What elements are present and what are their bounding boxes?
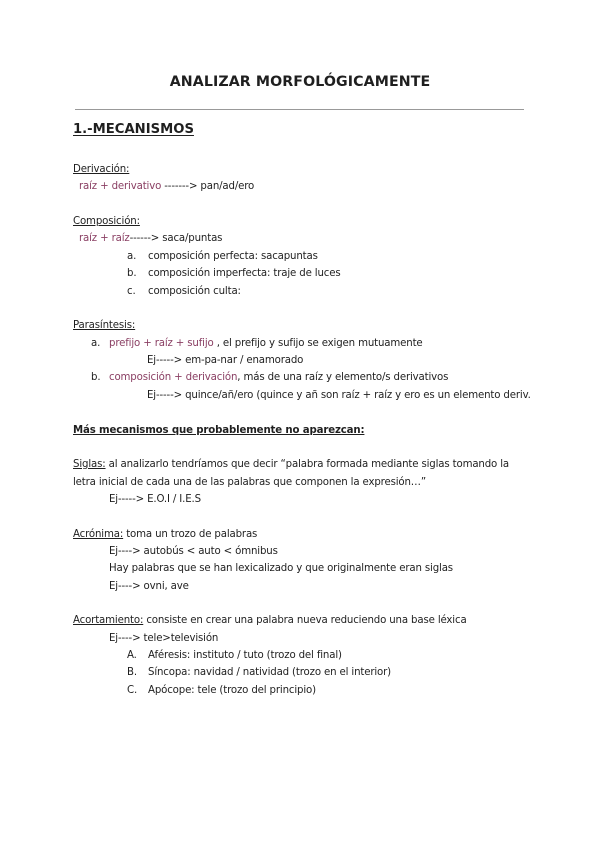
- list-item: [127, 649, 342, 662]
- derivacion-formula: raíz + derivativo: [79, 181, 162, 192]
- siglas-paragraph: [73, 458, 509, 471]
- parasintesis-formula: composición + derivación: [109, 372, 238, 383]
- list-item: [91, 371, 448, 384]
- siglas-text-cont: letra inicial de cada una de las palabras que componen la expresión…”: [73, 477, 426, 488]
- list-item: [127, 666, 391, 679]
- acortamiento-example: Ej----> tele>televisión: [109, 633, 219, 644]
- acronimo-note: Hay palabras que se han lexicalizado y que originalmente eran siglas: [109, 563, 453, 574]
- acronimo-text: toma un trozo de palabras: [123, 529, 258, 540]
- composicion-line: [79, 232, 222, 245]
- siglas-example: Ej-----> E.O.I / I.E.S: [109, 494, 201, 505]
- list-item-text: composición culta:: [148, 286, 241, 297]
- composicion-example: ------> saca/puntas: [129, 233, 223, 244]
- acortamiento-text: consiste en crear una palabra nueva reduciendo una base léxica: [143, 615, 467, 626]
- parasintesis-example: Ej-----> em-pa-nar / enamorado: [147, 355, 304, 366]
- derivacion-line: [79, 180, 254, 193]
- acronimo-paragraph: [73, 528, 257, 541]
- parasintesis-label: Parasíntesis:: [73, 320, 136, 331]
- section-heading-mas-mecanismos: Más mecanismos que probablemente no aparezcan:: [73, 425, 365, 436]
- list-item: [127, 267, 341, 280]
- list-item: [127, 250, 318, 263]
- list-item-text: , el prefijo y sufijo se exigen mutuamente: [213, 338, 423, 349]
- derivacion-example: -------> pan/ad/ero: [161, 181, 255, 192]
- list-item-text: Síncopa: navidad / natividad (trozo en el interior): [148, 667, 392, 678]
- section-heading-mecanismos: 1.-MECANISMOS: [73, 122, 194, 137]
- acortamiento-label: Acortamiento:: [73, 615, 144, 626]
- list-marker: B.: [127, 667, 137, 678]
- list-item-text: composición perfecta: sacapuntas: [148, 251, 318, 262]
- acronimo-example: Ej----> autobús < auto < ómnibus: [109, 546, 278, 557]
- list-marker: A.: [127, 650, 137, 661]
- list-item-text: Apócope: tele (trozo del principio): [148, 685, 316, 696]
- derivacion-label: Derivación:: [73, 164, 130, 175]
- composicion-formula: raíz + raíz: [79, 233, 130, 244]
- list-marker: b.: [91, 372, 101, 383]
- list-item-text: composición imperfecta: traje de luces: [148, 268, 341, 279]
- list-marker: a.: [127, 251, 137, 262]
- title-divider: [75, 109, 524, 110]
- list-item: [127, 285, 241, 298]
- composicion-label: Composición:: [73, 216, 140, 227]
- parasintesis-formula: prefijo + raíz + sufijo: [109, 338, 214, 349]
- acronimo-example: Ej----> ovni, ave: [109, 581, 189, 592]
- siglas-text: al analizarlo tendríamos que decir “palabra formada mediante siglas tomando la: [105, 459, 510, 470]
- list-item-text: Aféresis: instituto / tuto (trozo del final): [148, 650, 342, 661]
- list-marker: a.: [91, 338, 101, 349]
- list-marker: b.: [127, 268, 137, 279]
- page-title: ANALIZAR MORFOLÓGICAMENTE: [169, 74, 431, 90]
- list-item: [127, 684, 316, 697]
- list-item-text: , más de una raíz y elemento/s derivativos: [237, 372, 449, 383]
- parasintesis-example: Ej-----> quince/añ/ero (quince y añ son raíz + raíz y ero es un elemento deriv.: [147, 390, 531, 401]
- acortamiento-paragraph: [73, 614, 467, 627]
- siglas-label: Siglas:: [73, 459, 106, 470]
- list-marker: c.: [127, 286, 136, 297]
- acronimo-label: Acrónima:: [73, 529, 124, 540]
- list-item: [91, 337, 423, 350]
- list-marker: C.: [127, 685, 138, 696]
